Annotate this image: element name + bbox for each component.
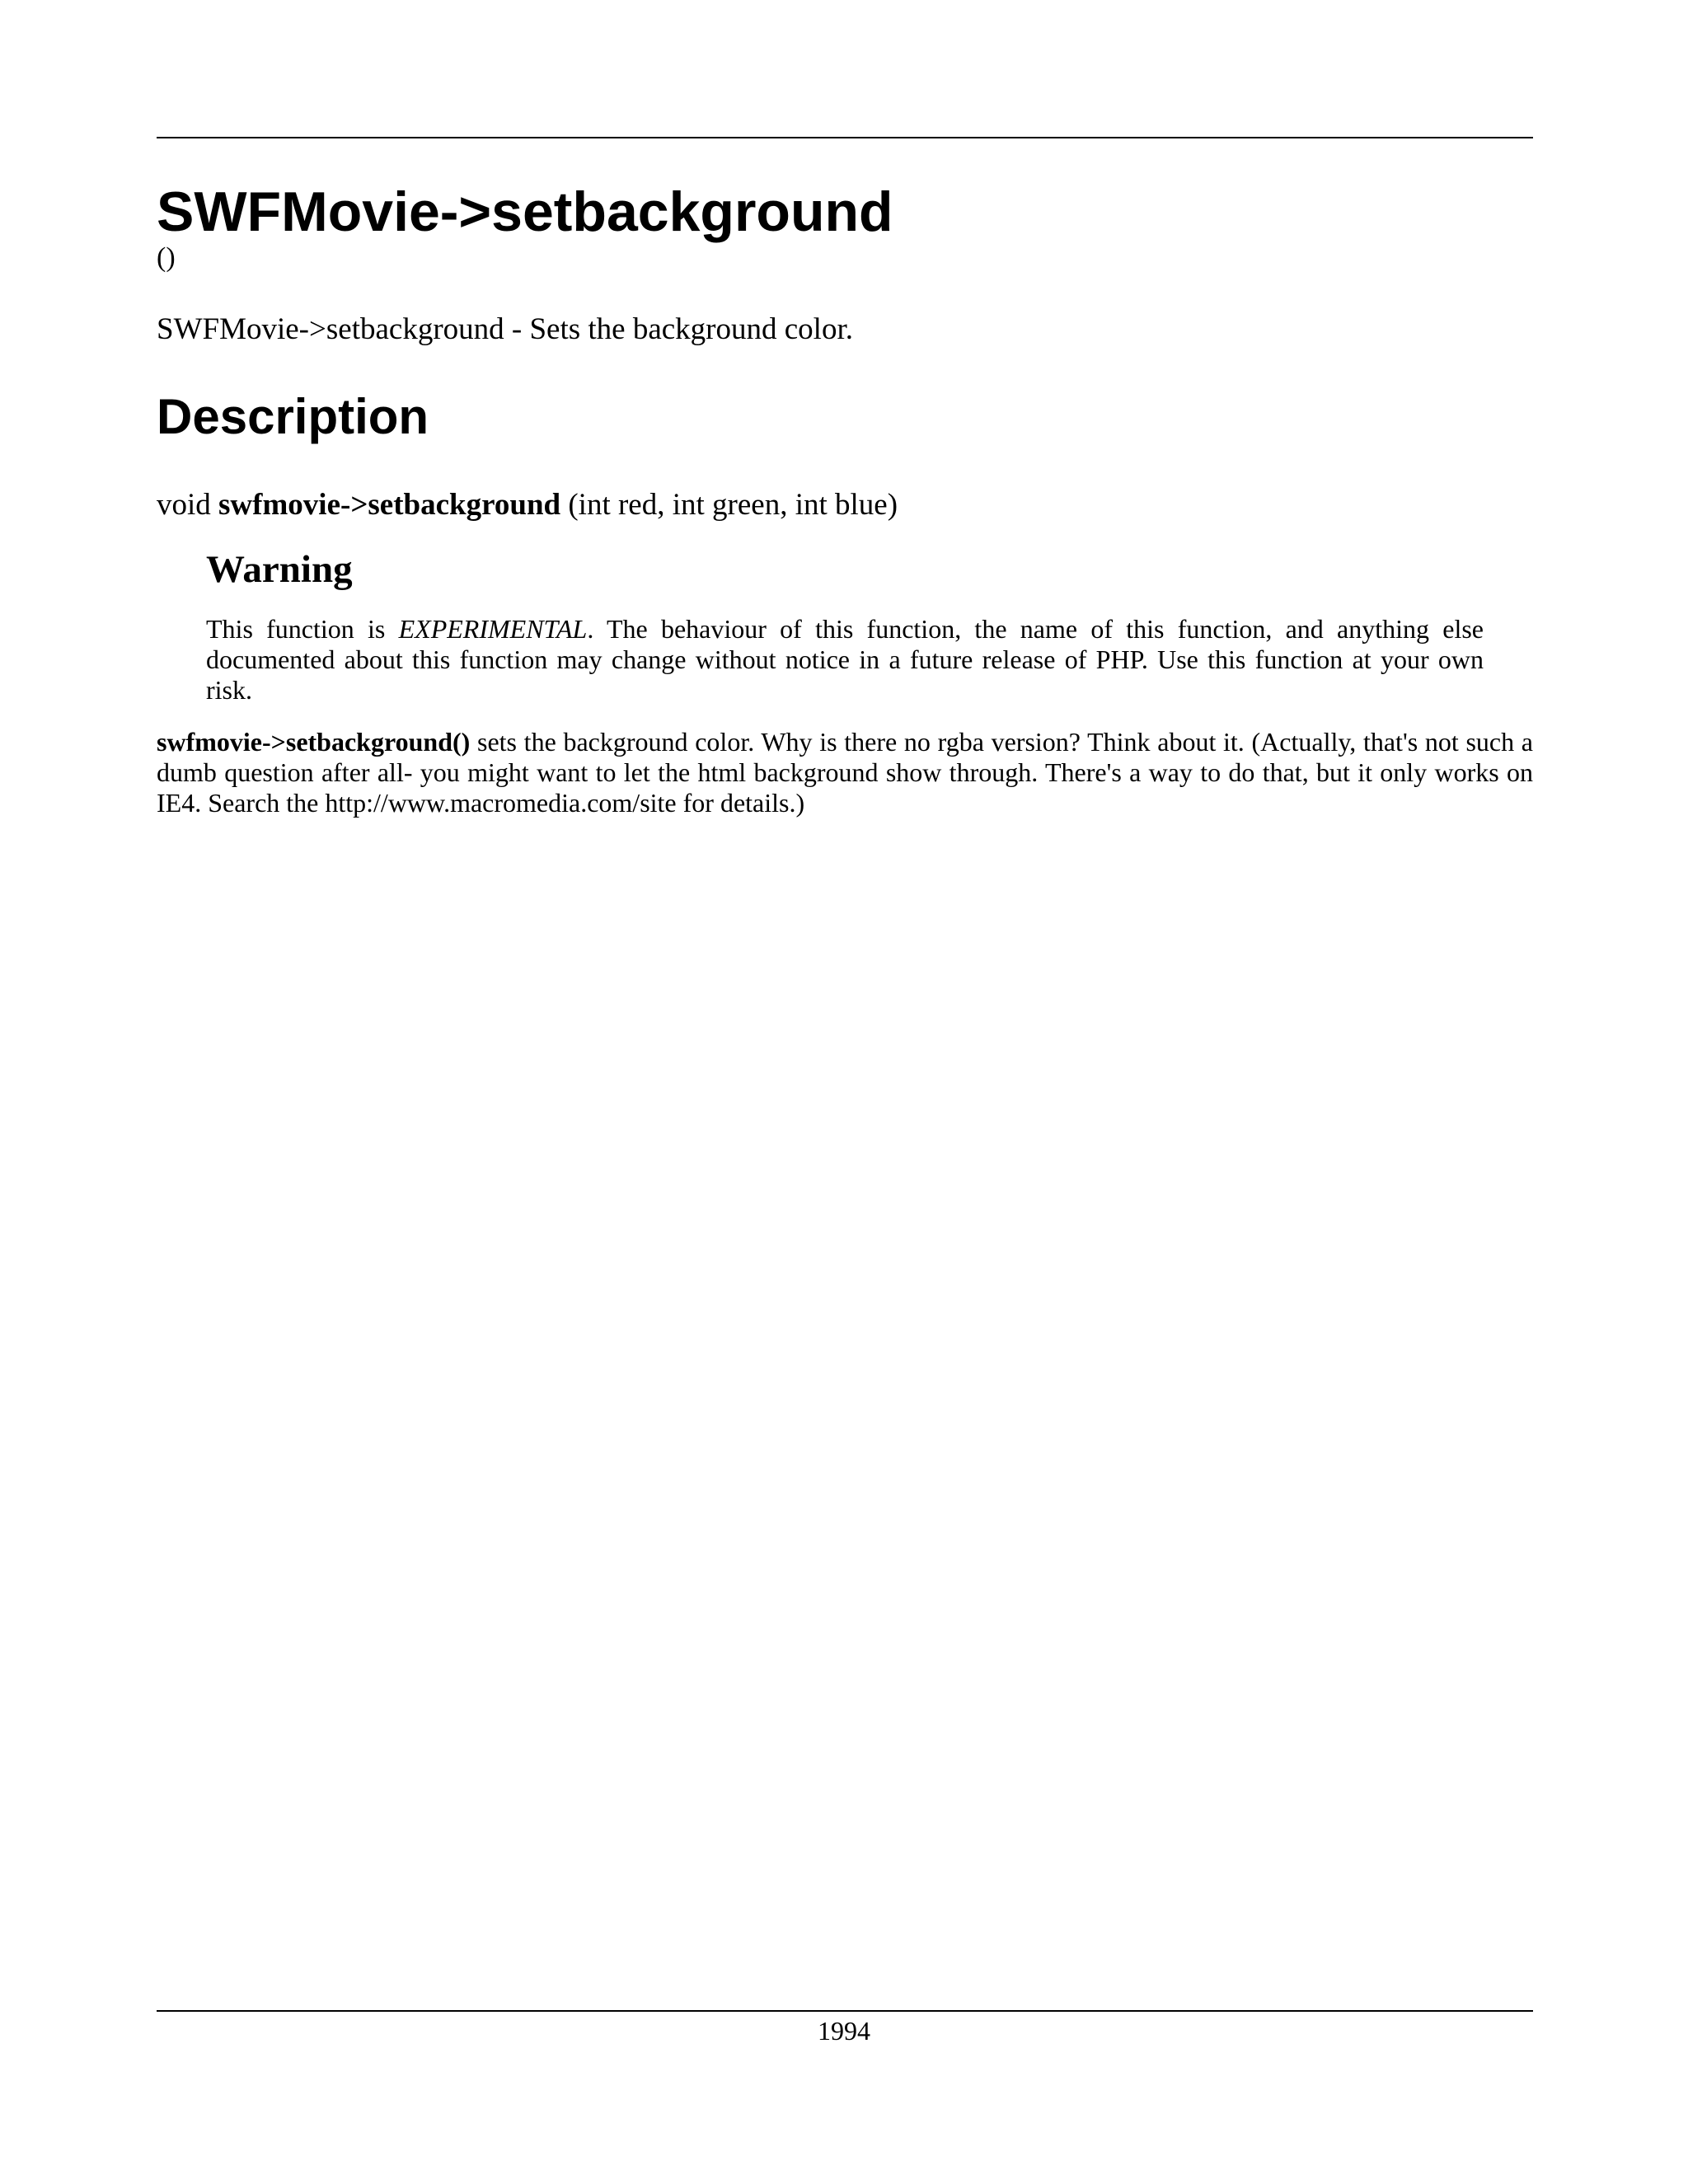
warning-text	[206, 614, 1484, 705]
warning-box	[206, 546, 1484, 705]
function-name: swfmovie->setbackground	[218, 487, 561, 522]
top-rule	[157, 137, 1533, 138]
body-function-name: swfmovie->setbackground()	[157, 727, 471, 757]
body-text: sets the background color. Why is there no rgba version? Think about it. (Actually, that's not such a dumb question after all- you might want to let the html background show through. There's a way to do that, but it only works on IE4. Search the http://www.macromedia.com/site for details.)	[157, 727, 1533, 818]
function-synopsis	[157, 487, 1533, 523]
page-content	[157, 180, 1533, 818]
function-params: (int red, int green, int blue)	[560, 487, 898, 522]
title-parens: ()	[157, 242, 176, 274]
bottom-rule	[157, 2010, 1533, 2012]
warning-text-before: This function is	[206, 614, 399, 644]
ref-purpose: SWFMovie->setbackground - Sets the background color.	[157, 312, 853, 347]
description-heading: Description	[157, 388, 429, 444]
return-type: void	[157, 487, 219, 522]
page-title: SWFMovie->setbackground	[157, 180, 893, 243]
warning-emphasis: EXPERIMENTAL	[398, 614, 588, 644]
page-number: 1994	[818, 2016, 870, 2046]
warning-title: Warning	[206, 547, 353, 591]
description-paragraph	[157, 727, 1533, 818]
warning-text-after: . The behaviour of this function, the name of this function, and anything else documented about this function may change without notice in a future release of PHP. Use this function at your own risk.	[206, 614, 1484, 705]
